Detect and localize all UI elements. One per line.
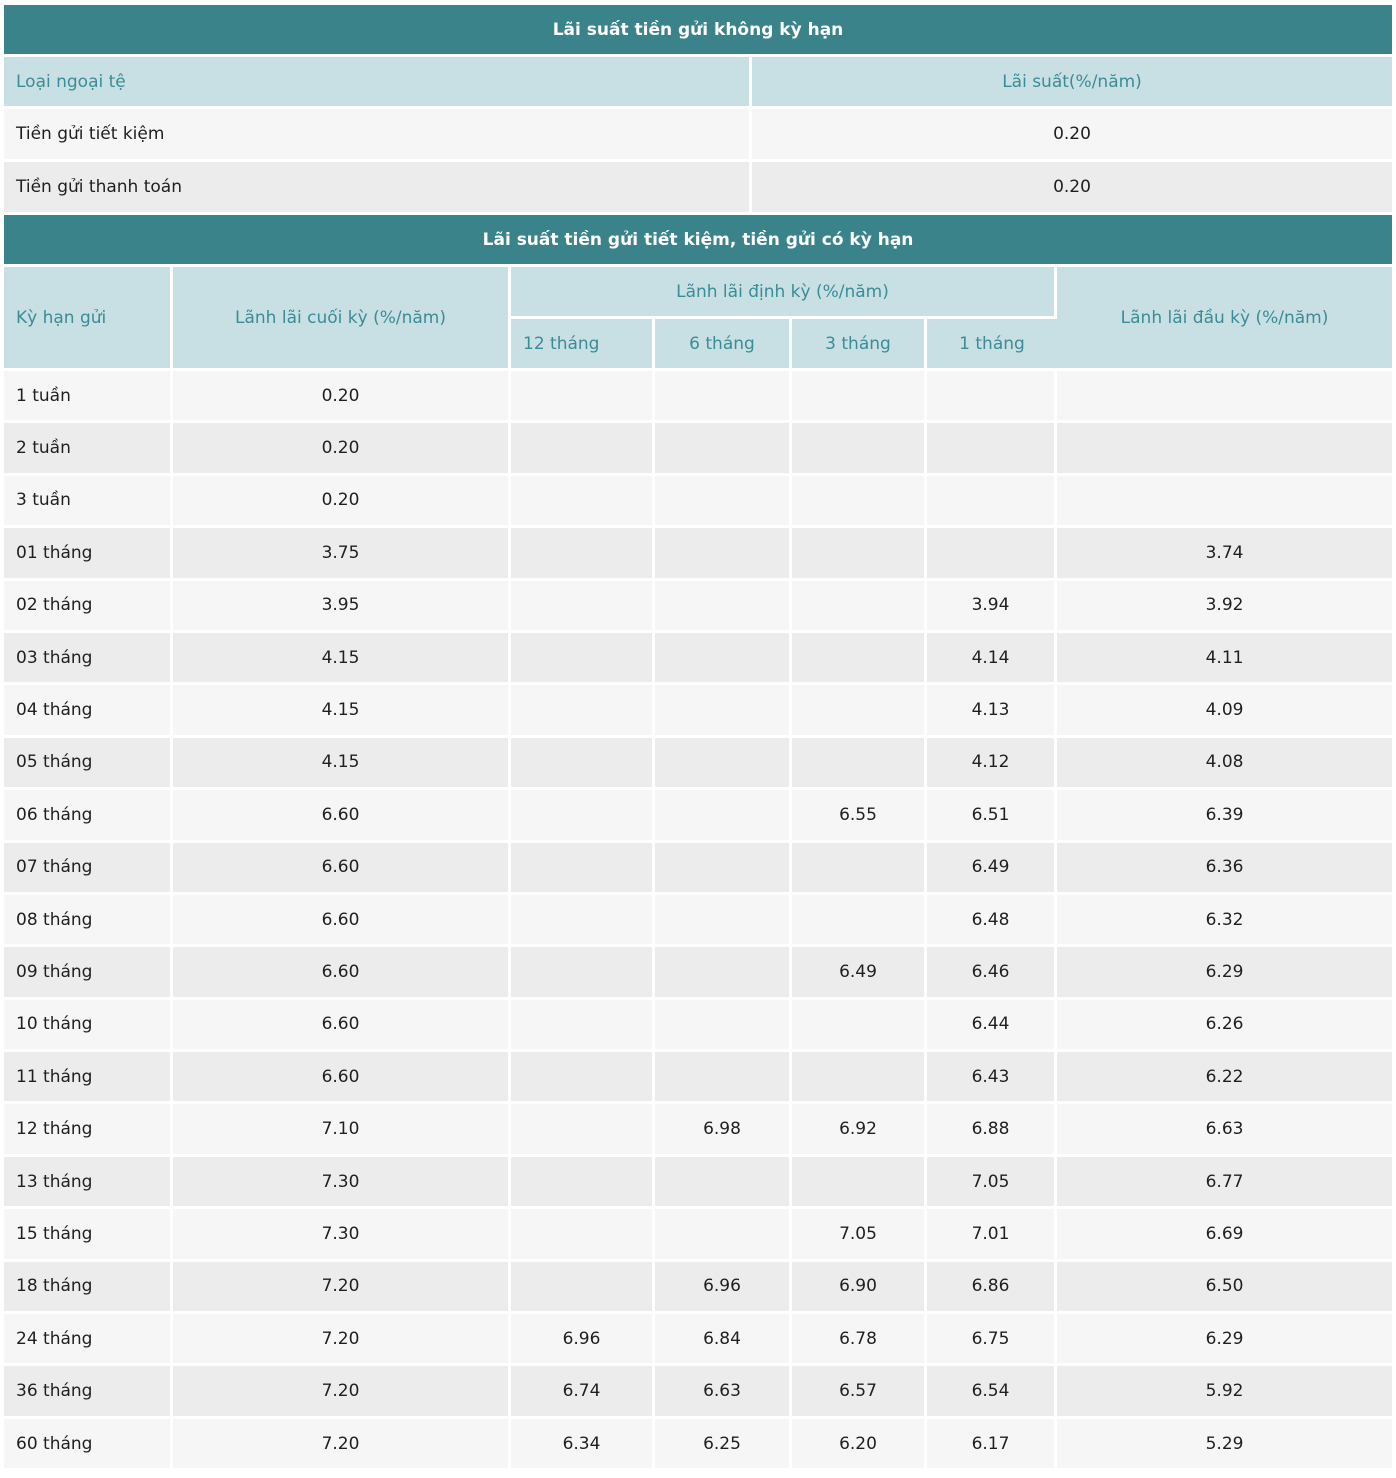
periodic-12m-cell: [511, 1000, 655, 1052]
periodic-1m-cell: 6.49: [927, 843, 1057, 895]
table-row: [4, 947, 1392, 999]
periodic-1m-cell: 7.05: [927, 1157, 1057, 1209]
table-row: [4, 895, 1392, 947]
periodic-3m-cell: [792, 685, 927, 737]
term-cell: 36 tháng: [4, 1366, 173, 1418]
beginning-of-term-rate-cell: [1057, 476, 1392, 528]
beginning-of-term-rate-cell: 6.39: [1057, 790, 1392, 842]
end-of-term-rate-cell: 7.20: [173, 1366, 511, 1418]
periodic-6m-cell: [655, 1209, 792, 1261]
term-cell: 10 tháng: [4, 1000, 173, 1052]
periodic-1m-cell: 6.43: [927, 1052, 1057, 1104]
periodic-6m-cell: [655, 790, 792, 842]
periodic-6m-cell: [655, 633, 792, 685]
beginning-of-term-rate-cell: 6.69: [1057, 1209, 1392, 1261]
beginning-of-term-rate-cell: 6.29: [1057, 1314, 1392, 1366]
end-of-term-rate-cell: 3.95: [173, 581, 511, 633]
term-cell: 18 tháng: [4, 1262, 173, 1314]
periodic-1m-cell: 6.17: [927, 1419, 1057, 1471]
periodic-3m-cell: [792, 1157, 927, 1209]
periodic-12m-cell: [511, 790, 655, 842]
end-of-term-rate-cell: 6.60: [173, 1052, 511, 1104]
term-cell: 08 tháng: [4, 895, 173, 947]
term-cell: 04 tháng: [4, 685, 173, 737]
table-row: [4, 581, 1392, 633]
beginning-of-term-rate-cell: 6.50: [1057, 1262, 1392, 1314]
end-of-term-rate-cell: 4.15: [173, 685, 511, 737]
beginning-of-term-rate-cell: 4.09: [1057, 685, 1392, 737]
beginning-of-term-rate-cell: [1057, 423, 1392, 475]
periodic-12m-cell: [511, 1157, 655, 1209]
term-cell: 11 tháng: [4, 1052, 173, 1104]
term-deposit-table: [4, 215, 1392, 1471]
periodic-3m-cell: [792, 633, 927, 685]
end-of-term-rate-cell: 6.60: [173, 843, 511, 895]
rate-tables: [4, 5, 1392, 1471]
periodic-12m-cell: [511, 895, 655, 947]
periodic-1m-cell: 6.75: [927, 1314, 1057, 1366]
table-row: [4, 109, 1392, 162]
beginning-of-term-rate-cell: 5.29: [1057, 1419, 1392, 1471]
periodic-6m-cell: [655, 738, 792, 790]
end-of-term-rate-cell: 6.60: [173, 1000, 511, 1052]
periodic-12m-cell: [511, 947, 655, 999]
header-periodic-6m: 6 tháng: [655, 319, 792, 371]
table-row: [4, 1209, 1392, 1261]
rate-cell: 0.20: [752, 162, 1392, 215]
periodic-3m-cell: [792, 895, 927, 947]
deposit-type-cell: Tiền gửi thanh toán: [4, 162, 752, 215]
header-periodic: Lãnh lãi định kỳ (%/năm): [511, 267, 1057, 319]
periodic-6m-cell: [655, 895, 792, 947]
term-cell: 06 tháng: [4, 790, 173, 842]
periodic-1m-cell: 6.54: [927, 1366, 1057, 1418]
periodic-12m-cell: 6.34: [511, 1419, 655, 1471]
periodic-6m-cell: [655, 685, 792, 737]
periodic-12m-cell: [511, 1262, 655, 1314]
table-row: [4, 476, 1392, 528]
header-currency-type: Loại ngoại tệ: [4, 57, 752, 109]
periodic-12m-cell: [511, 581, 655, 633]
term-cell: 3 tuần: [4, 476, 173, 528]
periodic-1m-cell: 3.94: [927, 581, 1057, 633]
table-row: [4, 843, 1392, 895]
periodic-6m-cell: 6.98: [655, 1104, 792, 1156]
periodic-6m-cell: 6.63: [655, 1366, 792, 1418]
periodic-12m-cell: [511, 1209, 655, 1261]
table-row: [4, 685, 1392, 737]
periodic-3m-cell: [792, 581, 927, 633]
periodic-6m-cell: [655, 581, 792, 633]
beginning-of-term-rate-cell: 3.74: [1057, 528, 1392, 580]
beginning-of-term-rate-cell: 6.32: [1057, 895, 1392, 947]
periodic-3m-cell: [792, 476, 927, 528]
periodic-3m-cell: 7.05: [792, 1209, 927, 1261]
table-row: [4, 790, 1392, 842]
periodic-1m-cell: 4.13: [927, 685, 1057, 737]
periodic-1m-cell: 6.48: [927, 895, 1057, 947]
table-row: [4, 1104, 1392, 1156]
term-cell: 1 tuần: [4, 371, 173, 423]
beginning-of-term-rate-cell: 3.92: [1057, 581, 1392, 633]
periodic-6m-cell: [655, 423, 792, 475]
periodic-12m-cell: [511, 685, 655, 737]
periodic-6m-cell: [655, 1157, 792, 1209]
term-section-title: Lãi suất tiền gửi tiết kiệm, tiền gửi có kỳ hạn: [4, 215, 1392, 267]
header-periodic-1m: 1 tháng: [927, 319, 1057, 371]
periodic-6m-cell: [655, 528, 792, 580]
beginning-of-term-rate-cell: 6.29: [1057, 947, 1392, 999]
table-row: [4, 1314, 1392, 1366]
term-cell: 60 tháng: [4, 1419, 173, 1471]
periodic-3m-cell: 6.57: [792, 1366, 927, 1418]
term-cell: 05 tháng: [4, 738, 173, 790]
term-cell: 24 tháng: [4, 1314, 173, 1366]
end-of-term-rate-cell: 4.15: [173, 738, 511, 790]
table-row: [4, 423, 1392, 475]
header-end-of-term: Lãnh lãi cuối kỳ (%/năm): [173, 267, 511, 371]
header-periodic-3m: 3 tháng: [792, 319, 927, 371]
periodic-3m-cell: [792, 528, 927, 580]
periodic-3m-cell: [792, 738, 927, 790]
periodic-6m-cell: [655, 1000, 792, 1052]
periodic-3m-cell: [792, 423, 927, 475]
table-row: [4, 633, 1392, 685]
periodic-3m-cell: 6.55: [792, 790, 927, 842]
end-of-term-rate-cell: 7.20: [173, 1314, 511, 1366]
periodic-3m-cell: [792, 1052, 927, 1104]
beginning-of-term-rate-cell: 4.08: [1057, 738, 1392, 790]
periodic-3m-cell: 6.49: [792, 947, 927, 999]
periodic-12m-cell: [511, 476, 655, 528]
end-of-term-rate-cell: 0.20: [173, 423, 511, 475]
periodic-3m-cell: 6.78: [792, 1314, 927, 1366]
periodic-12m-cell: [511, 738, 655, 790]
deposit-type-cell: Tiền gửi tiết kiệm: [4, 109, 752, 162]
end-of-term-rate-cell: 6.60: [173, 790, 511, 842]
end-of-term-rate-cell: 6.60: [173, 895, 511, 947]
table-row: [4, 1419, 1392, 1471]
table-row: [4, 1366, 1392, 1418]
beginning-of-term-rate-cell: 6.22: [1057, 1052, 1392, 1104]
periodic-6m-cell: [655, 1052, 792, 1104]
end-of-term-rate-cell: 7.20: [173, 1262, 511, 1314]
periodic-12m-cell: [511, 633, 655, 685]
end-of-term-rate-cell: 4.15: [173, 633, 511, 685]
periodic-1m-cell: 7.01: [927, 1209, 1057, 1261]
periodic-12m-cell: 6.74: [511, 1366, 655, 1418]
header-beginning-of-term: Lãnh lãi đầu kỳ (%/năm): [1057, 267, 1392, 371]
term-cell: 2 tuần: [4, 423, 173, 475]
beginning-of-term-rate-cell: 6.26: [1057, 1000, 1392, 1052]
term-cell: 15 tháng: [4, 1209, 173, 1261]
periodic-3m-cell: 6.92: [792, 1104, 927, 1156]
periodic-6m-cell: [655, 947, 792, 999]
periodic-3m-cell: 6.20: [792, 1419, 927, 1471]
periodic-1m-cell: [927, 423, 1057, 475]
rate-cell: 0.20: [752, 109, 1392, 162]
periodic-12m-cell: [511, 1104, 655, 1156]
periodic-6m-cell: [655, 371, 792, 423]
periodic-3m-cell: 6.90: [792, 1262, 927, 1314]
periodic-12m-cell: [511, 1052, 655, 1104]
beginning-of-term-rate-cell: [1057, 371, 1392, 423]
end-of-term-rate-cell: 7.10: [173, 1104, 511, 1156]
term-cell: 02 tháng: [4, 581, 173, 633]
end-of-term-rate-cell: 0.20: [173, 371, 511, 423]
end-of-term-rate-cell: 3.75: [173, 528, 511, 580]
header-interest-rate: Lãi suất(%/năm): [752, 57, 1392, 109]
term-cell: 03 tháng: [4, 633, 173, 685]
table-row: [4, 1052, 1392, 1104]
term-cell: 01 tháng: [4, 528, 173, 580]
term-cell: 09 tháng: [4, 947, 173, 999]
beginning-of-term-rate-cell: 6.36: [1057, 843, 1392, 895]
table-row: [4, 1157, 1392, 1209]
table-row: [4, 371, 1392, 423]
periodic-12m-cell: [511, 528, 655, 580]
periodic-6m-cell: [655, 476, 792, 528]
periodic-12m-cell: [511, 423, 655, 475]
end-of-term-rate-cell: 7.30: [173, 1209, 511, 1261]
periodic-3m-cell: [792, 843, 927, 895]
periodic-6m-cell: 6.96: [655, 1262, 792, 1314]
periodic-1m-cell: [927, 476, 1057, 528]
periodic-1m-cell: 6.51: [927, 790, 1057, 842]
beginning-of-term-rate-cell: 6.77: [1057, 1157, 1392, 1209]
periodic-1m-cell: 6.46: [927, 947, 1057, 999]
table-row: [4, 528, 1392, 580]
periodic-6m-cell: [655, 843, 792, 895]
periodic-1m-cell: 4.12: [927, 738, 1057, 790]
periodic-1m-cell: 6.88: [927, 1104, 1057, 1156]
end-of-term-rate-cell: 7.30: [173, 1157, 511, 1209]
periodic-12m-cell: [511, 843, 655, 895]
periodic-1m-cell: 6.86: [927, 1262, 1057, 1314]
periodic-1m-cell: 6.44: [927, 1000, 1057, 1052]
periodic-1m-cell: [927, 528, 1057, 580]
table-row: [4, 738, 1392, 790]
periodic-1m-cell: [927, 371, 1057, 423]
table-row: [4, 1000, 1392, 1052]
periodic-12m-cell: 6.96: [511, 1314, 655, 1366]
header-periodic-12m: 12 tháng: [511, 319, 655, 371]
demand-deposit-table: [4, 5, 1392, 215]
demand-section-title: Lãi suất tiền gửi không kỳ hạn: [4, 5, 1392, 57]
periodic-1m-cell: 4.14: [927, 633, 1057, 685]
end-of-term-rate-cell: 6.60: [173, 947, 511, 999]
periodic-3m-cell: [792, 371, 927, 423]
header-term: Kỳ hạn gửi: [4, 267, 173, 371]
end-of-term-rate-cell: 0.20: [173, 476, 511, 528]
beginning-of-term-rate-cell: 6.63: [1057, 1104, 1392, 1156]
periodic-6m-cell: 6.84: [655, 1314, 792, 1366]
beginning-of-term-rate-cell: 4.11: [1057, 633, 1392, 685]
periodic-12m-cell: [511, 371, 655, 423]
table-row: [4, 162, 1392, 215]
term-cell: 13 tháng: [4, 1157, 173, 1209]
beginning-of-term-rate-cell: 5.92: [1057, 1366, 1392, 1418]
periodic-3m-cell: [792, 1000, 927, 1052]
term-cell: 12 tháng: [4, 1104, 173, 1156]
periodic-6m-cell: 6.25: [655, 1419, 792, 1471]
end-of-term-rate-cell: 7.20: [173, 1419, 511, 1471]
term-cell: 07 tháng: [4, 843, 173, 895]
table-row: [4, 1262, 1392, 1314]
